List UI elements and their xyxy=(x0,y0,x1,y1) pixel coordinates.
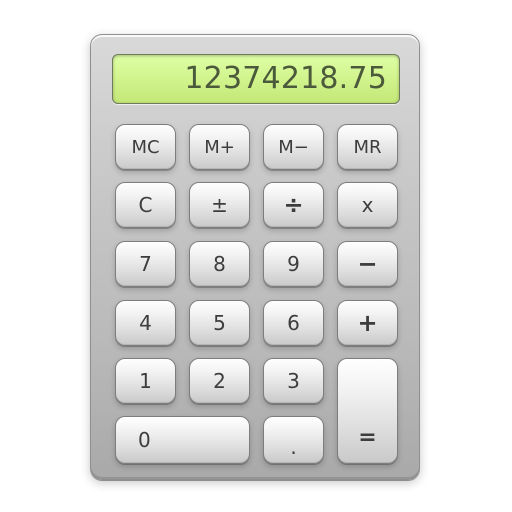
memory-subtract-button[interactable]: M− xyxy=(263,124,324,170)
calculator-display xyxy=(112,54,400,104)
digit-1-button[interactable]: 1 xyxy=(115,358,176,404)
digit-6-button[interactable]: 6 xyxy=(263,300,324,346)
digit-8-button[interactable]: 8 xyxy=(189,241,250,287)
digit-9-button[interactable]: 9 xyxy=(263,241,324,287)
multiply-button[interactable]: x xyxy=(337,182,398,228)
divide-button[interactable]: ÷ xyxy=(263,182,324,228)
clear-button[interactable]: C xyxy=(115,182,176,228)
plus-minus-button[interactable]: ± xyxy=(189,182,250,228)
digit-2-button[interactable]: 2 xyxy=(189,358,250,404)
add-button[interactable]: + xyxy=(337,300,398,346)
digit-3-button[interactable]: 3 xyxy=(263,358,324,404)
display-value: 12374218.75 xyxy=(184,61,387,96)
digit-5-button[interactable]: 5 xyxy=(189,300,250,346)
digit-0-button[interactable]: 0 xyxy=(115,416,250,464)
digit-7-button[interactable]: 7 xyxy=(115,241,176,287)
subtract-button[interactable]: − xyxy=(337,241,398,287)
memory-recall-button[interactable]: MR xyxy=(337,124,398,170)
memory-clear-button[interactable]: MC xyxy=(115,124,176,170)
digit-4-button[interactable]: 4 xyxy=(115,300,176,346)
memory-add-button[interactable]: M+ xyxy=(189,124,250,170)
decimal-button[interactable]: . xyxy=(263,416,324,464)
equals-button[interactable]: = xyxy=(337,358,398,464)
